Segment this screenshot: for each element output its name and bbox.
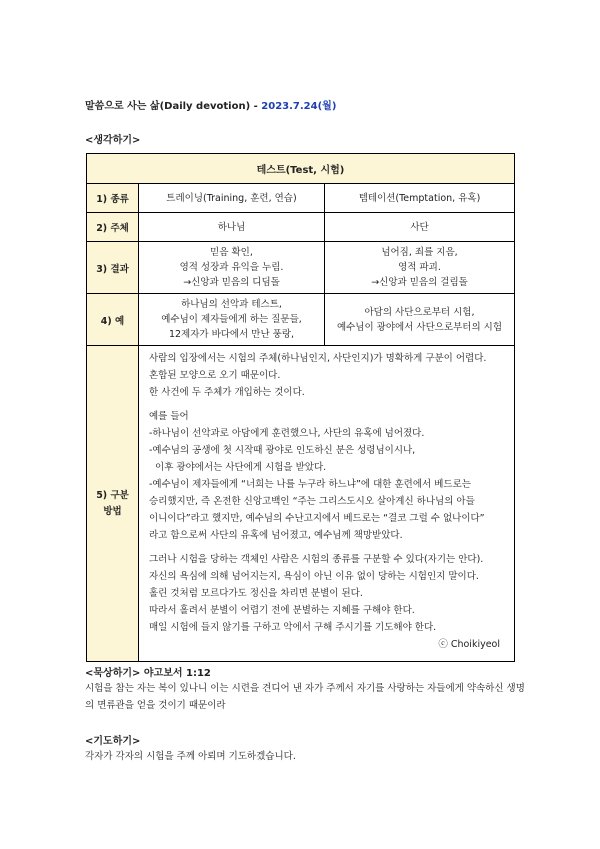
- temptation-cell: [325, 242, 515, 294]
- row-label: [87, 346, 139, 662]
- cell-line: 믿음 확인,: [210, 247, 253, 258]
- text-line: 따라서 홀려서 분별이 어렵기 전에 분별하는 지혜를 구해야 한다.: [149, 605, 415, 616]
- test-comparison-table: [86, 153, 515, 662]
- scripture-verse: 시험을 참는 자는 복이 있나니 이는 시련을 견디어 낸 자가 주께서 자기를 사랑하는 자들에게 약속하신 생명의 면류관을 얻을 것이기 때문이라: [85, 683, 525, 711]
- cell-line: 하나님: [217, 221, 246, 233]
- section-meditate-heading: <묵상하기> 야고보서 1:12: [85, 668, 211, 679]
- temptation-cell: [325, 184, 515, 213]
- row-label: 2) 주체: [87, 213, 139, 242]
- text-line: 승리했지만, 즉 온전한 신앙고백인 “주는 그리스도시오 살아계신 하나님의 아들: [149, 496, 475, 507]
- distinguish-paragraph-3: [149, 551, 508, 636]
- cell-line: 트레이닝(Training, 훈련, 연습): [166, 192, 297, 204]
- text-line: 이후 광야에서는 사단에게 시험을 받았다.: [149, 462, 327, 473]
- row-label: 1) 종류: [87, 184, 139, 213]
- text-line: -예수님이 제자들에게 “너희는 나를 누구라 하느냐”에 대한 훈련에서 베드로는: [149, 479, 471, 490]
- cell-line: 예수님이 광야에서 사단으로부터의 시험: [336, 321, 503, 333]
- table-caption: 테스트(Test, 시험): [87, 154, 515, 184]
- cell-line: 아담의 사단으로부터 시험,: [364, 306, 475, 318]
- text-line: 이니이다”라고 했지만, 예수님의 수난고지에서 베드로는 “결코 그럴 수 없나이다”: [149, 513, 485, 524]
- text-line: 사람의 입장에서는 시험의 주체(하나님인지, 사단인지)가 명확하게 구분이 어렵다.: [149, 353, 487, 364]
- distinguish-paragraph-2: [149, 408, 508, 544]
- test-cell: [139, 213, 325, 242]
- cell-line: 12제자가 바다에서 만난 풍랑,: [168, 329, 295, 340]
- title-text: 말씀으로 사는 삶(Daily devotion) -: [85, 101, 262, 112]
- cell-line: 영적 파괴.: [398, 262, 441, 273]
- prayer-text: 각자가 각자의 시험을 주께 아뢰며 기도하겠습니다.: [85, 751, 296, 762]
- text-line: 예를 들어: [149, 411, 189, 422]
- text-line: 한 사건에 두 주체가 개입하는 것이다.: [149, 387, 305, 398]
- table-row-subject: [87, 213, 515, 242]
- test-cell: [139, 242, 325, 294]
- row-label: 4) 예: [87, 294, 139, 346]
- document-title: [85, 97, 336, 112]
- row-label-line: 5) 구분: [96, 489, 129, 501]
- section-think-heading: <생각하기>: [85, 135, 141, 146]
- row-label-line: 방법: [103, 505, 122, 517]
- cell-line: 사단: [410, 221, 429, 233]
- text-line: 매일 시험에 들지 않기를 구하고 악에서 구해 주시기를 기도해야 한다.: [149, 622, 437, 633]
- cell-line: →신앙과 믿음의 걸림돌: [371, 277, 468, 288]
- cell-line: 템테이션(Temptation, 유혹): [358, 192, 481, 204]
- test-cell: [139, 294, 325, 346]
- text-line: 홀린 것처럼 모르다가도 정신을 차리면 분별이 된다.: [149, 588, 363, 599]
- text-line: 혼합된 모양으로 오기 때문이다.: [149, 370, 281, 381]
- distinguish-paragraph-1: [149, 350, 508, 401]
- text-line: -예수님의 공생에 첫 시작때 광야로 인도하신 분은 성령님이시나,: [149, 445, 416, 456]
- copyright-notice: ⓒ Choikiyeol: [438, 639, 500, 650]
- cell-line: 넘어짐, 죄를 지음,: [381, 247, 458, 258]
- cell-line: →신앙과 믿음의 디딤돌: [183, 277, 280, 288]
- text-line: -하나님이 선악과로 아담에게 훈련했으나, 사단의 유혹에 넘어졌다.: [149, 428, 425, 439]
- section-prayer-heading: <기도하기>: [85, 736, 141, 747]
- cell-line: 영적 성장과 유익을 누림.: [179, 262, 284, 273]
- temptation-cell: [325, 294, 515, 346]
- text-line: 자신의 욕심에 의해 넘어지는지, 욕심이 아닌 이유 없이 당하는 시험인지 말이다.: [149, 571, 479, 582]
- table-row-result: [87, 242, 515, 294]
- text-line: 라고 함으로써 사단의 유혹에 넘어졌고, 예수님께 책망받았다.: [149, 530, 403, 541]
- cell-line: 예수님이 제자들에게 하는 질문들,: [161, 314, 302, 325]
- test-cell: [139, 184, 325, 213]
- text-line: 그러나 시험을 당하는 객체인 사람은 시험의 종류를 구분할 수 있다(자기는 안다).: [149, 554, 484, 565]
- distinguish-content: [139, 346, 515, 662]
- temptation-cell: [325, 213, 515, 242]
- cell-line: 하나님의 선악과 테스트,: [181, 299, 282, 310]
- table-row-example: [87, 294, 515, 346]
- title-date: 2023.7.24(월): [261, 101, 337, 112]
- row-label: 3) 결과: [87, 242, 139, 294]
- table-row-type: [87, 184, 515, 213]
- table-row-distinguish: [87, 346, 515, 662]
